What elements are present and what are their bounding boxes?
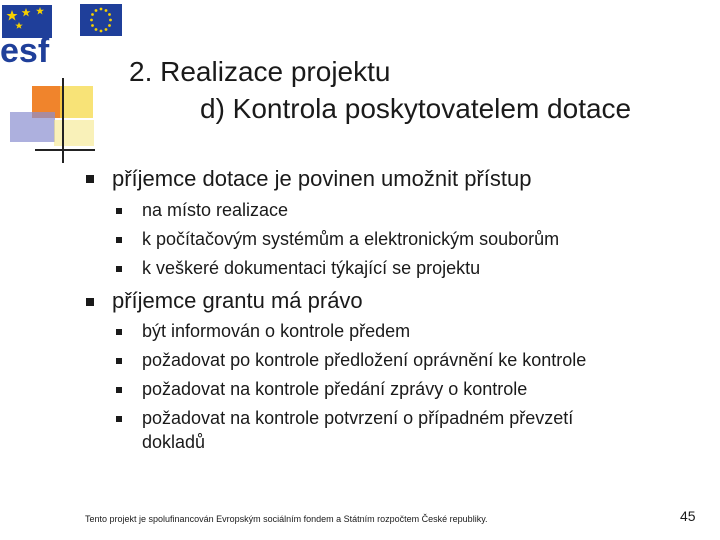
section-heading: příjemce grantu má právo	[112, 288, 363, 313]
esf-logo-text: esf	[0, 32, 50, 70]
list-item-continuation: dokladů	[142, 432, 206, 452]
list-item: na místo realizace	[142, 200, 289, 220]
section-heading: příjemce dotace je povinen umožnit přístup	[112, 166, 532, 191]
list-item: požadovat po kontrole předložení oprávnění ke kontrole	[142, 350, 587, 370]
light-yellow-square	[54, 120, 94, 146]
blue-square	[10, 112, 55, 142]
list-item: požadovat na kontrole předání zprávy o kontrole	[142, 379, 528, 399]
bullet-icon	[116, 266, 122, 272]
list-item: k počítačovým systémům a elektronickým souborům	[142, 229, 560, 249]
page-number: 45	[680, 508, 696, 524]
footer-note: Tento projekt je spolufinancován Evropským sociálním fondem a Státním rozpočtem České republiky.	[85, 514, 488, 524]
bullet-icon	[86, 175, 94, 183]
bullet-icon	[86, 298, 94, 306]
page-title-line2: d) Kontrola poskytovatelem dotace	[200, 93, 632, 124]
list-item: k veškeré dokumentaci týkající se projektu	[142, 258, 481, 278]
list-item: být informován o kontrole předem	[142, 321, 411, 341]
decorative-squares	[10, 78, 95, 163]
yellow-square	[60, 86, 93, 118]
bullet-icon	[116, 237, 122, 243]
esf-logo	[0, 0, 125, 70]
bullet-icon	[116, 329, 122, 335]
bullet-icon	[116, 358, 122, 364]
bullet-icon	[116, 416, 122, 422]
list-item: požadovat na kontrole potvrzení o případném převzetí	[142, 408, 574, 428]
bullet-icon	[116, 387, 122, 393]
bullet-icon	[116, 208, 122, 214]
page-title-line1: 2. Realizace projektu	[129, 56, 391, 87]
